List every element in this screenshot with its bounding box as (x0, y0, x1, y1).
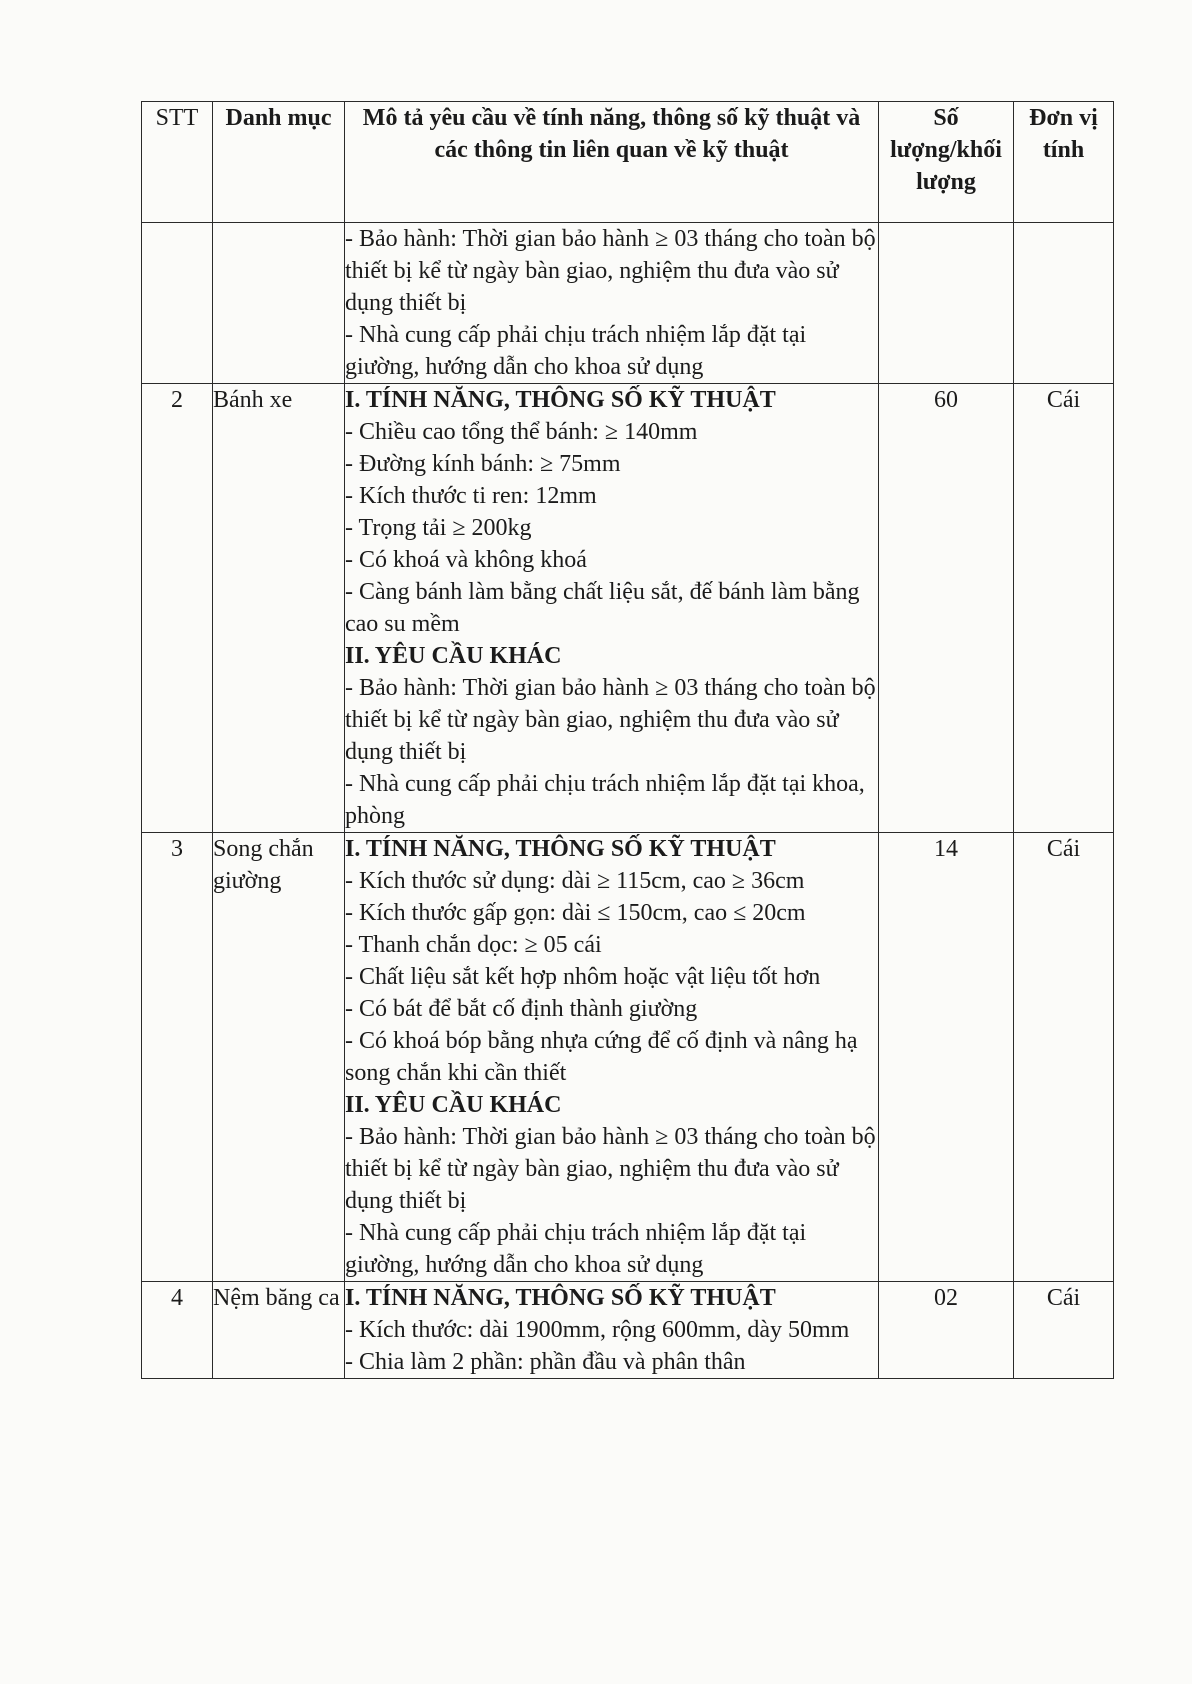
spec-line: - Kích thước gấp gọn: dài ≤ 150cm, cao ≤ 20cm (345, 900, 806, 926)
other-line: - Bảo hành: Thời gian bảo hành ≥ 03 tháng cho toàn bộ thiết bị kể từ ngày bàn giao, nghiệm thu đưa vào sử dụng thiết bị (345, 1124, 876, 1214)
cell-quantity: 60 (879, 384, 1014, 833)
spec-line: - Có khoá bóp bằng nhựa cứng để cố định và nâng hạ song chắn khi cần thiết (345, 1028, 858, 1086)
cell-description (345, 833, 879, 1282)
section-heading-specs: I. TÍNH NĂNG, THÔNG SỐ KỸ THUẬT (345, 387, 776, 413)
table-row (142, 384, 1114, 833)
table-row-continuation (142, 223, 1114, 384)
spec-table (141, 101, 1114, 1379)
spec-line: - Có bát để bắt cố định thành giường (345, 996, 698, 1022)
cell-stt: 2 (142, 384, 213, 833)
header-quantity: Số lượng/khối lượng (879, 102, 1014, 223)
cell-unit: Cái (1014, 833, 1114, 1282)
continuation-installation: - Nhà cung cấp phải chịu trách nhiệm lắp đặt tại giường, hướng dẫn cho khoa sử dụng (345, 322, 807, 380)
cell-quantity: 02 (879, 1282, 1014, 1379)
cell-description (345, 1282, 879, 1379)
cell-name: Bánh xe (213, 384, 345, 833)
other-line: - Bảo hành: Thời gian bảo hành ≥ 03 tháng cho toàn bộ thiết bị kể từ ngày bàn giao, nghiệm thu đưa vào sử dụng thiết bị (345, 675, 876, 765)
section-heading-specs: I. TÍNH NĂNG, THÔNG SỐ KỸ THUẬT (345, 1285, 776, 1311)
section-heading-other: II. YÊU CẦU KHÁC (345, 643, 562, 669)
spec-line: - Chất liệu sắt kết hợp nhôm hoặc vật liệu tốt hơn (345, 964, 821, 990)
continuation-warranty: - Bảo hành: Thời gian bảo hành ≥ 03 tháng cho toàn bộ thiết bị kể từ ngày bàn giao, nghiệm thu đưa vào sử dụng thiết bị (345, 226, 876, 316)
cell-unit: Cái (1014, 1282, 1114, 1379)
cell-description-continuation (345, 223, 879, 384)
cell-unit-empty (1014, 223, 1114, 384)
spec-line: - Đường kính bánh: ≥ 75mm (345, 451, 621, 477)
header-description: Mô tả yêu cầu về tính năng, thông số kỹ thuật và các thông tin liên quan về kỹ thuật (345, 102, 879, 223)
other-line: - Nhà cung cấp phải chịu trách nhiệm lắp đặt tại khoa, phòng (345, 771, 865, 829)
cell-stt: 3 (142, 833, 213, 1282)
spec-line: - Kích thước sử dụng: dài ≥ 115cm, cao ≥ 36cm (345, 868, 805, 894)
cell-quantity: 14 (879, 833, 1014, 1282)
cell-stt-empty (142, 223, 213, 384)
table-row (142, 1282, 1114, 1379)
spec-line: - Chiều cao tổng thể bánh: ≥ 140mm (345, 419, 698, 445)
cell-name: Song chắn giường (213, 833, 345, 1282)
cell-stt: 4 (142, 1282, 213, 1379)
cell-unit: Cái (1014, 384, 1114, 833)
spec-line: - Kích thước: dài 1900mm, rộng 600mm, dày 50mm (345, 1317, 850, 1343)
spec-line: - Chia làm 2 phần: phần đầu và phân thân (345, 1349, 746, 1375)
other-line: - Nhà cung cấp phải chịu trách nhiệm lắp đặt tại giường, hướng dẫn cho khoa sử dụng (345, 1220, 807, 1278)
table-row (142, 833, 1114, 1282)
cell-name: Nệm băng ca (213, 1282, 345, 1379)
spec-line: - Kích thước ti ren: 12mm (345, 483, 597, 509)
section-heading-specs: I. TÍNH NĂNG, THÔNG SỐ KỸ THUẬT (345, 836, 776, 862)
cell-name-empty (213, 223, 345, 384)
header-row (142, 102, 1114, 223)
header-stt: STT (142, 102, 213, 223)
spec-line: - Thanh chắn dọc: ≥ 05 cái (345, 932, 602, 958)
section-heading-other: II. YÊU CẦU KHÁC (345, 1092, 562, 1118)
spec-line: - Càng bánh làm bằng chất liệu sắt, đế bánh làm bằng cao su mềm (345, 579, 860, 637)
cell-description (345, 384, 879, 833)
spec-line: - Có khoá và không khoá (345, 547, 587, 573)
spec-line: - Trọng tải ≥ 200kg (345, 515, 532, 541)
cell-qty-empty (879, 223, 1014, 384)
header-category: Danh mục (213, 102, 345, 223)
header-unit: Đơn vị tính (1014, 102, 1114, 223)
